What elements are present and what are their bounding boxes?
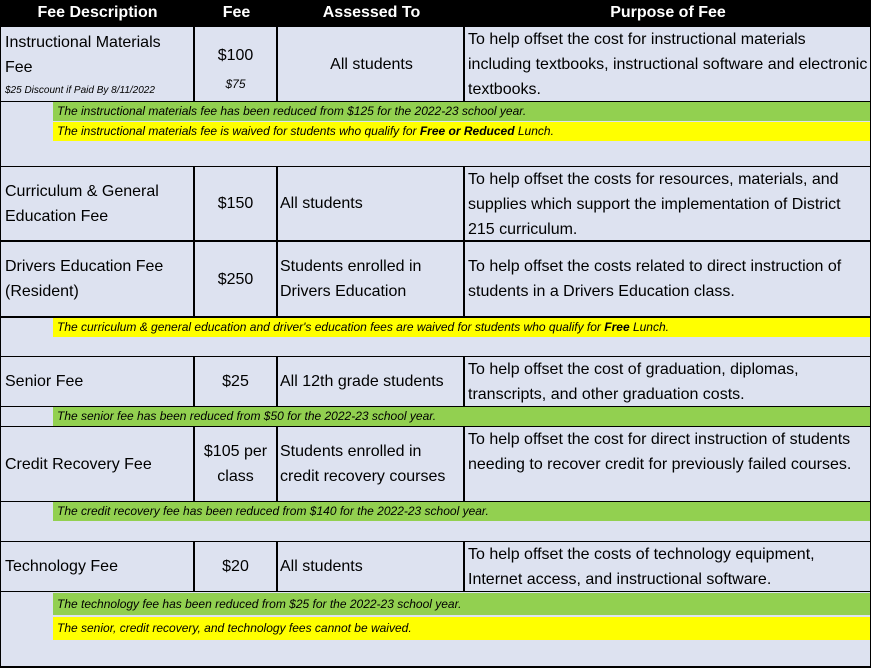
curriculum-assessed-cell (278, 167, 463, 240)
header-purpose: Purpose of Fee (610, 4, 726, 21)
drivers-purpose-cell (465, 242, 870, 316)
curriculum-fee: $150 (217, 195, 254, 212)
curriculum-waived-tail: Lunch. (629, 320, 669, 334)
credit-purpose-cell (465, 427, 870, 501)
technology-assessed-cell (278, 542, 463, 591)
instructional-discount-note: $25 Discount if Paid By 8/11/2022 (5, 85, 155, 96)
technology-purpose: To help offset the costs of technology equipment, Internet access, and instructional software. (468, 545, 815, 588)
instructional-purpose: To help offset the cost for instructional materials including textbooks, instructional software and electronic textbooks. (468, 31, 868, 98)
technology-purpose-cell (465, 542, 870, 591)
header-fee: Fee (222, 4, 251, 21)
drivers-desc-cell (1, 242, 193, 316)
instructional-waived-note (53, 122, 870, 141)
curriculum-purpose: To help offset the costs for resources, materials, and supplies which support the implementation of District 215 curriculum. (468, 171, 841, 238)
instructional-assessed-cell (278, 27, 463, 101)
technology-fee-cell (195, 542, 276, 591)
instructional-assessed-to: All students (330, 55, 413, 73)
curriculum-waived-text: The curriculum & general education and driver's education fees are waived for students who qualify for (57, 320, 605, 334)
not-waived-note: The senior, credit recovery, and technology fees cannot be waived. (53, 617, 870, 640)
curriculum-fee-cell (195, 167, 276, 240)
senior-fee: $25 (222, 373, 249, 390)
drivers-fee-cell (195, 242, 276, 316)
credit-fee-cell (195, 427, 276, 501)
header-fee-description: Fee Description (37, 4, 158, 21)
drivers-desc: Drivers Education Fee (Resident) (5, 258, 164, 300)
curriculum-desc: Curriculum & General Education Fee (5, 182, 159, 225)
instructional-fee: $100 (217, 47, 254, 64)
senior-assessed-cell (278, 357, 463, 406)
credit-desc-cell (1, 427, 193, 501)
credit-assessed-to: Students enrolled in credit recovery courses (280, 443, 446, 485)
curriculum-waived-note (53, 318, 870, 337)
instructional-desc-line1: Instructional Materials (5, 34, 161, 51)
instructional-desc-line2: Fee (5, 59, 33, 76)
instructional-waived-bold: Free or Reduced (419, 124, 515, 138)
curriculum-purpose-cell (465, 167, 870, 240)
instructional-purpose-cell (465, 27, 870, 101)
curriculum-desc-cell (1, 167, 193, 240)
curriculum-assessed-to: All students (280, 195, 363, 212)
drivers-fee: $250 (217, 270, 254, 288)
technology-desc-cell (1, 542, 193, 591)
technology-reduced-note: The technology fee has been reduced from $25 for the 2022-23 school year. (53, 593, 870, 615)
senior-purpose-cell (465, 357, 870, 406)
drivers-assessed-cell (278, 242, 463, 316)
technology-desc: Technology Fee (5, 558, 118, 575)
instructional-waived-text: The instructional materials fee is waived for students who qualify for (57, 124, 420, 138)
instructional-fee-cell (195, 27, 276, 101)
instructional-waived-tail: Lunch. (514, 124, 554, 138)
instructional-discount-fee: $75 (225, 77, 246, 91)
credit-desc: Credit Recovery Fee (5, 455, 152, 473)
credit-reduced-note: The credit recovery fee has been reduced from $140 for the 2022-23 school year. (53, 502, 870, 521)
credit-purpose: To help offset the cost for direct instruction of students needing to recover credit for previously failed courses. (468, 431, 852, 473)
senior-assessed-to: All 12th grade students (280, 373, 444, 390)
header-assessed-to: Assessed To (322, 4, 421, 21)
senior-fee-cell (195, 357, 276, 406)
credit-assessed-cell (278, 427, 463, 501)
curriculum-waived-bold: Free (604, 320, 630, 334)
credit-fee: $105 per class (203, 443, 268, 485)
drivers-purpose: To help offset the costs related to direct instruction of students in a Drivers Education class. (468, 258, 842, 300)
senior-desc: Senior Fee (5, 373, 84, 390)
technology-fee: $20 (222, 558, 249, 575)
senior-desc-cell (1, 357, 193, 406)
senior-reduced-note: The senior fee has been reduced from $50 for the 2022-23 school year. (53, 407, 870, 426)
senior-purpose: To help offset the cost of graduation, diplomas, transcripts, and other graduation costs. (468, 360, 799, 403)
instructional-desc-cell (1, 27, 193, 101)
technology-assessed-to: All students (280, 558, 363, 575)
drivers-assessed-to: Students enrolled in Drivers Education (280, 258, 422, 300)
instructional-reduced-note: The instructional materials fee has been reduced from $125 for the 2022-23 school year. (53, 102, 870, 121)
